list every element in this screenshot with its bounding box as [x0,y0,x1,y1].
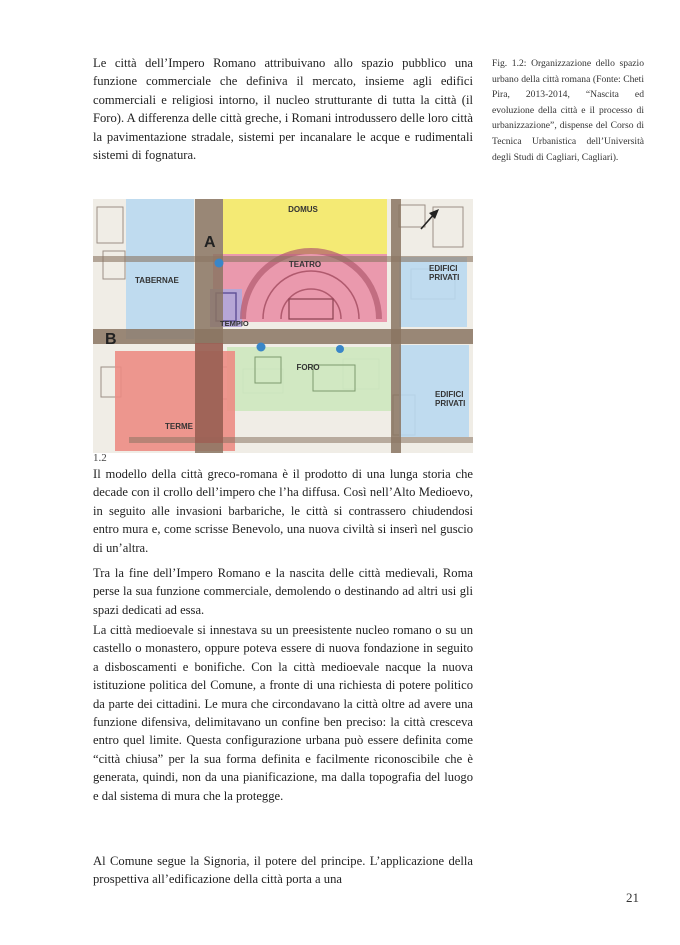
page-number: 21 [626,890,639,905]
label-foro: FORO [296,363,320,372]
roman-city-plan-figure [93,199,473,453]
label-street-b: B [105,331,117,348]
foro-zone [227,347,391,411]
street-horizontal-north [93,256,473,262]
body-paragraph-4: La città medioevale si innestava su un preesistente nucleo romano o su un castello o monastero, oppure poteva essere di nuova fondazione in seguito a disboscamenti e bonifiche. Con la città medioevale nacque la nuova istituzione politica del Comune, a fronte di una richiesta di potere politico da parte dei cittadini. Le mura che circondavano la città oltre ad avere una funzione difensiva, delimitavano un confine ben preciso: la città cresceva entro quel limite. Questa configurazione urbana può essere definita come “città chiusa” per la sua forma definita e facilmente riconoscibile che è generata, quindi, non da una pianificazione, ma dalla topografia del luogo e dal sistema di mura che la protegge. [93,623,473,803]
label-street-a: A [204,234,216,251]
body-paragraph-3: Tra la fine dell’Impero Romano e la nascita delle città medievali, Roma perse la sua funzione commerciale, demolendo o destinando ad altri usi gli spazi dedicati ad essa. [93,566,473,617]
terme-overlap [195,343,223,443]
body-paragraph-5: Al Comune segue la Signoria, il potere del principe. L’applicazione della prospettiva all’edificazione della città porta a una [93,854,473,887]
body-paragraph-1: Le città dell’Impero Romano attribuivano allo spazio pubblico una funzione commerciale che definiva il mercato, insieme agli edifici commerciali e religiosi intorno, il nucleo strutturante di tutta la città (il Foro). A differenza delle città greche, i Romani introdussero delle loro città la pavimentazione stradale, sistemi per incanalare le acque e rudimentali sistemi di fognatura. [93,56,473,163]
body-paragraph-2: Il modello della città greco-romana è il prodotto di una lunga storia che decade con il crollo dell’impero che l’ha diffusa. Così nell’Alto Medioevo, in seguito alle invasioni barbariche, le città si contrassero chiudendosi entro mura e, come scrisse Benevolo, una nuova civiltà si inserì nel guscio di un’altra. [93,467,473,555]
label-tempio: TEMPIO [220,319,249,328]
label-edifici-privati-top-2: PRIVATI [429,273,460,282]
label-domus: DOMUS [288,205,318,214]
marker-dot [215,259,224,268]
street-vertical-east [391,199,401,453]
roman-city-plan-svg [93,199,473,453]
label-edifici-privati-bottom-1: EDIFICI [435,390,464,399]
marker-dot [257,343,266,352]
street-horizontal-south [129,437,473,443]
figure-number: 1.2 [93,452,107,464]
street-b-horizontal [93,329,473,344]
label-terme: TERME [165,422,193,431]
marker-dot [336,345,344,353]
label-edifici-privati-top-1: EDIFICI [429,264,458,273]
tabernae-zone [126,199,194,339]
label-teatro: TEATRO [288,260,322,269]
label-tabernae: TABERNAE [135,276,179,285]
figure-caption: Fig. 1.2: Organizzazione dello spazio urbano della città romana (Fonte: Cheti Pira, 2013-2014, “Nascita ed evoluzione della città e il processo di urbanizzazione”, dispense del Corso di Tecnica Urbanistica dell’Università degli Studi di Cagliari, Cagliari). [492,58,644,163]
label-edifici-privati-bottom-2: PRIVATI [435,399,466,408]
